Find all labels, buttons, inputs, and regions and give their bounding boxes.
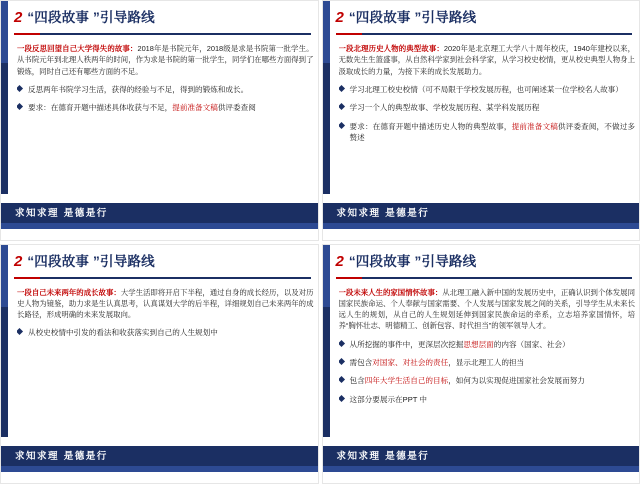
paragraph-rest: 从北理工融入新中国的发展历史中，正确认识到个体发展同国家民族命运、个人奉献与国家需要、个人发展与国家发展之间的关系，引导学生从未来长远人生的规划，从自己的人生规划延伸到国家民族命运的牵系，立志培养家国情怀，培养“胸怀壮志、明德精工、创新包容、时代担当”的领军领导人才。 bbox=[338, 287, 635, 331]
slide-title: “四段故事 ”引导路线 bbox=[27, 253, 155, 269]
bullet-list bbox=[339, 339, 636, 406]
footer-motto: 求知求理 是德是行 bbox=[15, 207, 108, 219]
header-rule-accent bbox=[336, 277, 362, 279]
paragraph-lead: 一段未来人生的家国情怀故事： bbox=[338, 287, 443, 297]
bullet-text: 学习北理工校史校情（可不局限于学校发展历程，也可阐述某一位学校名人故事） bbox=[349, 84, 623, 94]
diamond-bullet-icon bbox=[339, 395, 345, 402]
diamond-bullet-icon bbox=[17, 103, 23, 110]
slide-left-bar-accent bbox=[1, 1, 8, 63]
diamond-bullet-icon bbox=[17, 85, 23, 92]
slide-header bbox=[14, 10, 310, 32]
bullet-text: 包含 bbox=[349, 376, 365, 386]
list-item bbox=[339, 102, 636, 113]
bullet-tail: 供评委查阅 bbox=[217, 103, 256, 113]
slide-footer bbox=[323, 194, 640, 240]
paragraph-rest: 2020年是北京理工大学八十周年校庆，1940年建校以来，无数先生生篮盛事，从自然科学家到社会科学家，从学习校史校情，更从校史典型人物身上汲取成长的力量，为接下来的成长发展助力。 bbox=[338, 44, 635, 76]
slide-footer bbox=[1, 437, 318, 483]
list-item bbox=[17, 102, 314, 113]
list-item bbox=[17, 327, 314, 338]
slide-left-bar-accent bbox=[1, 245, 8, 307]
slide-title: “四段故事 ”引导路线 bbox=[348, 253, 477, 269]
bullet-list bbox=[17, 84, 314, 114]
slide-paragraph bbox=[17, 43, 314, 77]
bullet-tail: 的内容（国家、社会） bbox=[493, 339, 570, 349]
slide-paragraph bbox=[17, 287, 314, 321]
bullet-highlight: 提前准备文稿 bbox=[172, 103, 218, 113]
slide-1[interactable] bbox=[0, 0, 319, 241]
header-rule bbox=[14, 33, 311, 35]
bullet-list bbox=[17, 327, 314, 338]
paragraph-lead: 一段反思回望自己大学得失的故事： bbox=[17, 44, 138, 53]
slide-body bbox=[339, 287, 636, 432]
bullet-text: 需包含 bbox=[349, 357, 373, 367]
bullet-text: 这部分要展示在PPT 中 bbox=[349, 394, 427, 404]
bullet-text: 从所挖掘的事件中，更深层次挖掘 bbox=[349, 339, 464, 349]
slide-title: “四段故事 ”引导路线 bbox=[348, 10, 477, 25]
bullet-tail: ，显示北理工人的担当 bbox=[448, 357, 525, 367]
header-rule-accent bbox=[14, 33, 40, 35]
slide-body bbox=[17, 43, 314, 188]
slide-2[interactable] bbox=[322, 0, 640, 241]
slide-number: 2 bbox=[335, 9, 344, 26]
diamond-bullet-icon bbox=[339, 339, 345, 346]
diamond-bullet-icon bbox=[339, 103, 345, 110]
list-item bbox=[339, 357, 636, 368]
footer-band-accent bbox=[323, 466, 640, 472]
footer-motto: 求知求理 是德是行 bbox=[336, 451, 430, 462]
slide-number: 2 bbox=[14, 9, 23, 26]
bullet-text: 反思两年书院学习生活，获得的经验与不足，得到的锻炼和成长。 bbox=[28, 84, 249, 94]
header-rule bbox=[336, 277, 633, 279]
diamond-bullet-icon bbox=[339, 85, 345, 92]
bullet-text: 学习一个人的典型故事、学校发展历程、某学科发展历程 bbox=[349, 103, 540, 113]
header-rule bbox=[14, 277, 311, 279]
footer-motto: 求知求理 是德是行 bbox=[336, 207, 430, 219]
list-item bbox=[339, 84, 636, 95]
bullet-text: 从校史校情中引发的看法和收获落实到自己的人生规划中 bbox=[28, 328, 218, 338]
header-rule bbox=[336, 33, 633, 35]
slide-title: “四段故事 ”引导路线 bbox=[27, 10, 155, 25]
bullet-highlight: 思想层面 bbox=[463, 339, 494, 349]
list-item bbox=[339, 375, 636, 386]
bullet-highlight: 四年大学生活自己的目标 bbox=[364, 376, 449, 386]
slide-left-bar-accent bbox=[323, 245, 330, 307]
footer-motto: 求知求理 是德是行 bbox=[15, 451, 108, 462]
slide-body bbox=[17, 287, 314, 432]
diamond-bullet-icon bbox=[339, 121, 345, 128]
list-item bbox=[339, 339, 636, 350]
diamond-bullet-icon bbox=[17, 328, 23, 335]
header-rule-accent bbox=[336, 33, 362, 35]
bullet-text: 要求：在德育开题中描述具体收获与不足， bbox=[28, 103, 173, 113]
bullet-highlight: 对国家、对社会的责任 bbox=[372, 357, 449, 367]
slide-4[interactable] bbox=[322, 244, 640, 484]
header-rule-accent bbox=[14, 277, 40, 279]
slide-left-bar-accent bbox=[323, 1, 330, 63]
diamond-bullet-icon bbox=[339, 376, 345, 383]
slide-footer bbox=[1, 194, 318, 240]
list-item bbox=[17, 84, 314, 95]
paragraph-rest: 2018年是书院元年，2018级是求是书院第一批学生。从书院元年到北理人秩两年的时间，作为求是书院的第一批学生，同学们在哪些方面得到了锻炼，同时自己还有哪些方面的不足。 bbox=[17, 44, 314, 76]
bullet-text: 要求：在德育开题中描述历史人物的典型故事， bbox=[349, 121, 512, 131]
paragraph-lead: 一段自己未来两年的成长故事： bbox=[17, 287, 121, 297]
diamond-bullet-icon bbox=[339, 358, 345, 365]
footer-band-accent bbox=[323, 223, 640, 229]
slide-paragraph bbox=[339, 287, 636, 332]
slide-header bbox=[336, 10, 632, 32]
list-item bbox=[339, 121, 636, 144]
footer-band-accent bbox=[1, 466, 318, 472]
slide-header bbox=[336, 254, 632, 276]
slide-body bbox=[339, 43, 636, 188]
bullet-tail: 供评委查阅，不做过多赘述 bbox=[349, 121, 635, 142]
paragraph-rest: 大学生活即将开启下半程，通过自身的成长经历，以及对历史人物为镜鉴，助力求是生认真思考，认真谋划大学的后半程，详细规划自己未来两年的成长路径，形成明确的未来发展取向。 bbox=[17, 287, 314, 319]
slide-number: 2 bbox=[14, 252, 23, 270]
slide-footer bbox=[323, 437, 640, 483]
bullet-list bbox=[339, 84, 636, 144]
footer-band-accent bbox=[1, 223, 318, 229]
slide-paragraph bbox=[339, 43, 636, 77]
slide-number: 2 bbox=[335, 252, 344, 270]
list-item bbox=[339, 394, 636, 405]
bullet-tail: ，如何为以实现促进国家社会发展而努力 bbox=[448, 376, 585, 386]
paragraph-lead: 一段北理历史人物的典型故事： bbox=[338, 44, 444, 53]
slide-3[interactable] bbox=[0, 244, 319, 484]
slide-header bbox=[14, 254, 310, 276]
bullet-highlight: 提前准备文稿 bbox=[511, 121, 558, 131]
